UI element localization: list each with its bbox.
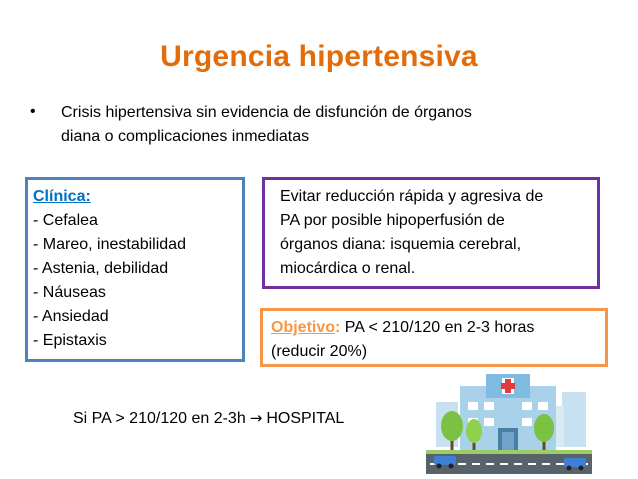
objetivo-line bbox=[271, 316, 605, 340]
symptom-item: - Astenia, debilidad bbox=[33, 260, 169, 277]
slide-title: Urgencia hipertensiva bbox=[160, 40, 478, 73]
objetivo-label: Objetivo bbox=[271, 319, 336, 336]
bullet-line: Crisis hipertensiva sin evidencia de disfunción de órganos bbox=[61, 104, 472, 121]
warning-line: miocárdica o renal. bbox=[280, 260, 416, 277]
objetivo-subline: (reducir 20%) bbox=[271, 343, 368, 360]
hospital-illustration bbox=[426, 372, 592, 474]
symptom-item: - Cefalea bbox=[33, 212, 98, 229]
symptom-item: - Epistaxis bbox=[33, 332, 107, 349]
right-arrow-icon: → bbox=[249, 409, 263, 427]
warning-line: PA por posible hipoperfusión de bbox=[280, 212, 505, 229]
objetivo-text: PA < 210/120 en 2-3 horas bbox=[340, 319, 535, 336]
warning-line: órganos diana: isquemia cerebral, bbox=[280, 236, 522, 253]
clinica-heading: Clínica: bbox=[33, 188, 91, 205]
hospital-criteria bbox=[73, 409, 344, 428]
symptom-item: - Ansiedad bbox=[33, 308, 109, 325]
criteria-text: Si PA > 210/120 en 2-3h bbox=[73, 410, 246, 427]
hospital-building-icon bbox=[426, 372, 592, 474]
objetivo-colon: : bbox=[335, 319, 341, 336]
hospital-label: HOSPITAL bbox=[266, 410, 345, 427]
symptom-item: - Mareo, inestabilidad bbox=[33, 236, 186, 253]
warning-line: Evitar reducción rápida y agresiva de bbox=[280, 188, 544, 205]
symptom-item: - Náuseas bbox=[33, 284, 106, 301]
warning-box bbox=[262, 177, 600, 289]
bullet-icon: • bbox=[30, 103, 36, 120]
objetivo-box bbox=[260, 308, 608, 367]
clinica-box bbox=[25, 177, 245, 362]
bullet-line: diana o complicaciones inmediatas bbox=[61, 128, 310, 145]
bullet-text bbox=[61, 101, 601, 149]
